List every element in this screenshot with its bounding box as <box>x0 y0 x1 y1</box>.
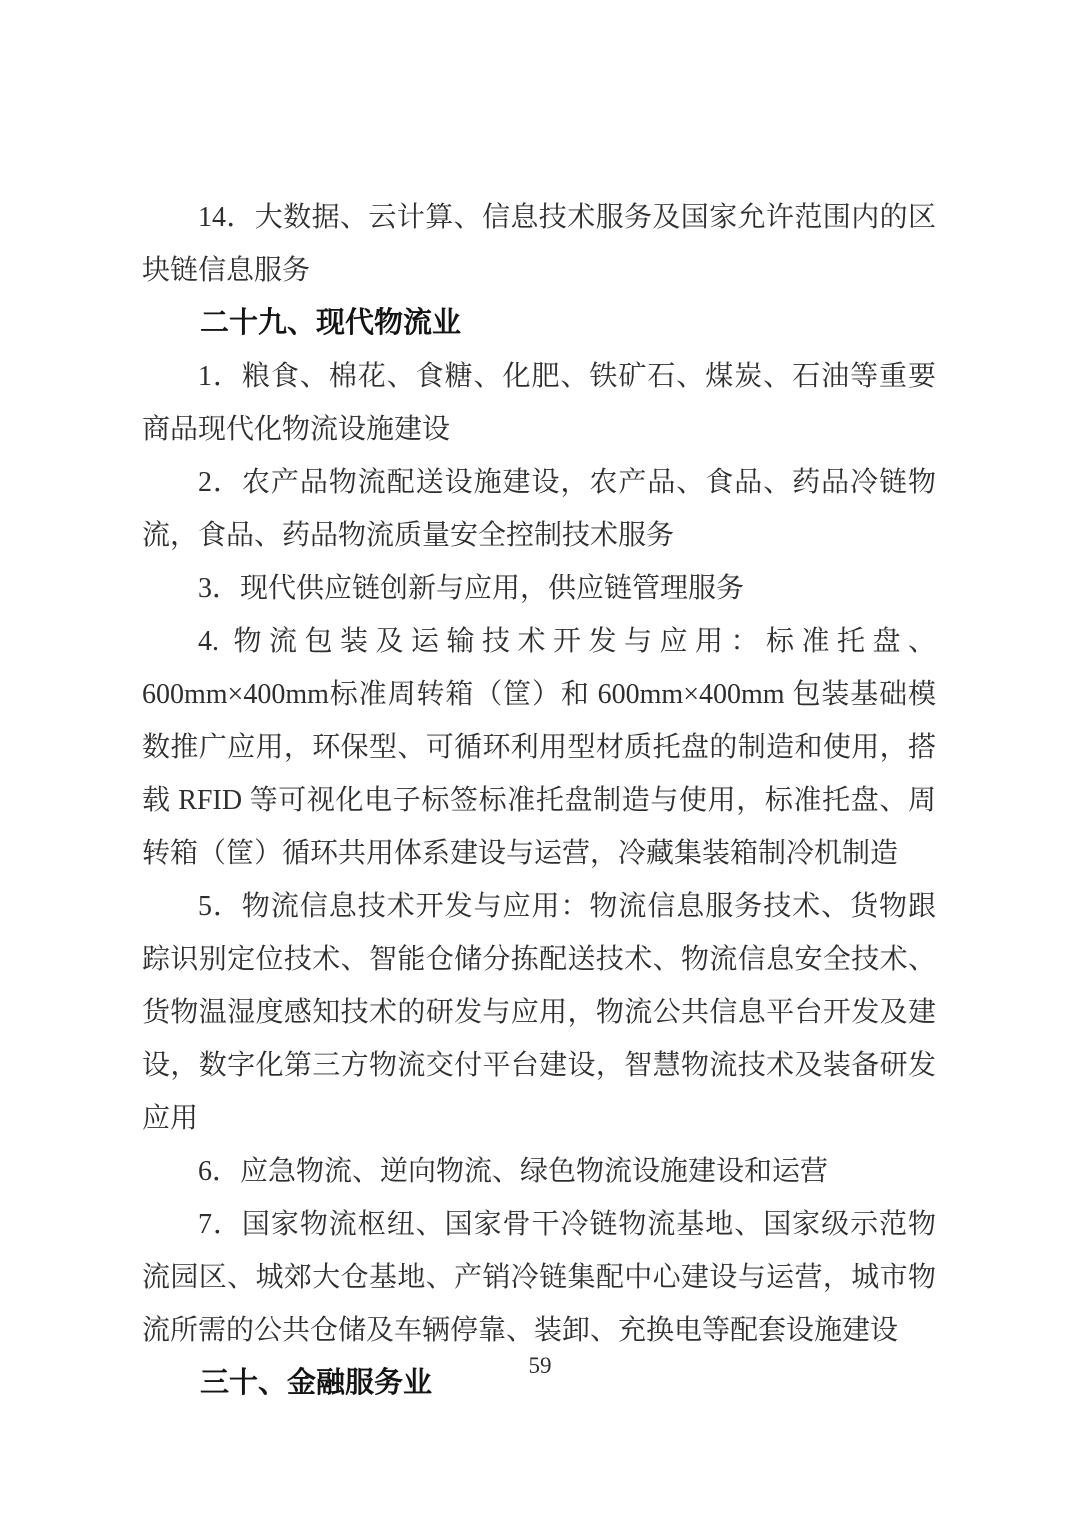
document-body <box>142 191 936 1410</box>
body-paragraph: 14．大数据、云计算、信息技术服务及国家允许范围内的区块链信息服务 <box>142 202 936 286</box>
body-paragraph: 4. 物流包装及运输技术开发与应用：标准托盘、600mm×400mm标准周转箱（筐）和 600mm×400mm 包装基础模数推广应用，环保型、可循环利用型材质托盘的制造和使用，搭载 RFID 等可视化电子标签标准托盘制造与使用，标准托盘、周转箱（筐）循环共用体系建设与运营，冷藏集装箱制冷机制造 <box>142 626 936 869</box>
section-heading: 二十九、现代物流业 <box>200 307 462 339</box>
body-paragraph: 2．农产品物流配送设施建设，农产品、食品、药品冷链物流，食品、药品物流质量安全控制技术服务 <box>142 467 936 551</box>
body-paragraph: 1．粮食、棉花、食糖、化肥、铁矿石、煤炭、石油等重要商品现代化物流设施建设 <box>142 361 936 445</box>
page-number: 59 <box>528 1353 552 1378</box>
section-heading: 三十、金融服务业 <box>200 1367 433 1399</box>
body-paragraph: 5．物流信息技术开发与应用：物流信息服务技术、货物跟踪识别定位技术、智能仓储分拣配送技术、物流信息安全技术、货物温湿度感知技术的研发与应用，物流公共信息平台开发及建设，数字化第三方物流交付平台建设，智慧物流技术及装备研发应用 <box>142 891 936 1134</box>
body-paragraph: 6．应急物流、逆向物流、绿色物流设施建设和运营 <box>198 1156 829 1187</box>
body-paragraph: 3．现代供应链创新与应用，供应链管理服务 <box>198 573 745 604</box>
body-paragraph: 7．国家物流枢纽、国家骨干冷链物流基地、国家级示范物流园区、城郊大仓基地、产销冷链集配中心建设与运营，城市物流所需的公共仓储及车辆停靠、装卸、充换电等配套设施建设 <box>142 1209 936 1346</box>
